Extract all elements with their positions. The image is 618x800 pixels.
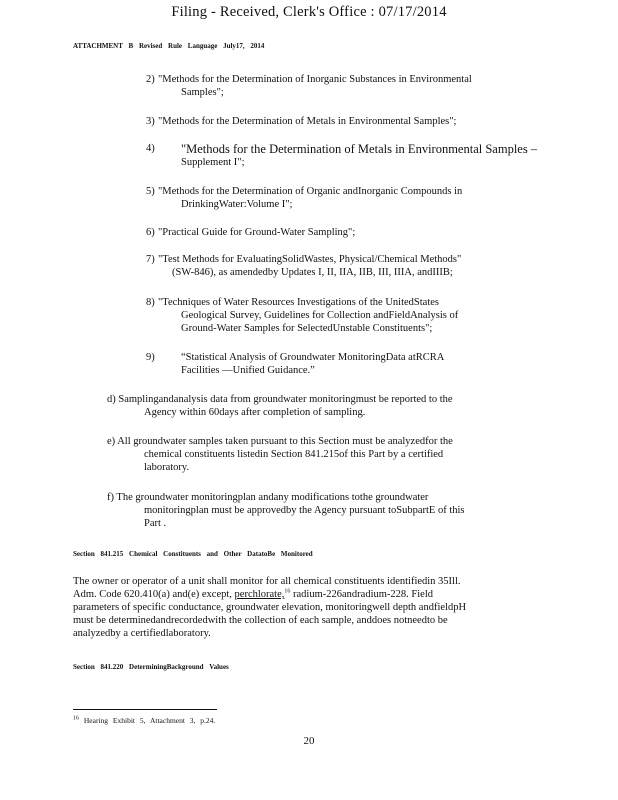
list-item-line: "Test Methods for EvaluatingSolidWastes, Physical/Chemical Methods" xyxy=(158,254,462,265)
list-item-line: "Techniques of Water Resources Investigations of the UnitedStates xyxy=(158,297,439,308)
list-item-number: 5) xyxy=(146,186,155,197)
list-item xyxy=(146,253,511,279)
list-item-line: (SW-846), as amendedby Updates I, II, IIA, IIB, III, IIIA, andIIIB; xyxy=(172,267,453,278)
section-215-heading: Section 841.215 Chemical Constituents and Other DatatoBe Monitored xyxy=(73,550,313,558)
footnote-reference: 16 xyxy=(284,588,291,595)
list-item-line: "Methods for the Determination of Inorganic Substances in Environmental xyxy=(158,74,472,85)
list-item-line: “Statistical Analysis of Groundwater MonitoringData atRCRA xyxy=(181,352,445,363)
list-item-number: 2) xyxy=(146,74,155,85)
footnote-marker: 16 xyxy=(73,715,79,722)
section-220-heading: Section 841.220 DeterminingBackground Values xyxy=(73,663,229,671)
list-item xyxy=(146,226,511,239)
paragraph-line: laboratory. xyxy=(144,462,190,473)
list-item xyxy=(146,115,511,128)
paragraph-f xyxy=(107,491,517,530)
body-line: analyzedby a certifiedlaboratory. xyxy=(73,628,211,639)
paragraph-line: e) All groundwater samples taken pursuant to this Section must be analyzedfor the xyxy=(107,436,453,447)
list-item-line: DrinkingWater:Volume I"; xyxy=(181,199,293,210)
footnote xyxy=(73,714,215,727)
body-line: must be determinedandrecordedwith the collection of each sample, anddoes notneedto be xyxy=(73,615,448,626)
page-number: 20 xyxy=(303,735,315,747)
paragraph-line: d) Samplingandanalysis data from groundwater monitoringmust be reported to the xyxy=(107,394,453,405)
footnote-text: Hearing Exhibit 5, Attachment 3, p.24. xyxy=(83,716,216,725)
paragraph-e xyxy=(107,435,517,474)
body-text: radium-226andradium-228. Field xyxy=(290,589,433,600)
paragraph-line: Agency within 60days after completion of sampling. xyxy=(144,407,366,418)
list-item-line: Samples"; xyxy=(181,87,224,98)
list-item-line: Supplement I"; xyxy=(181,157,245,168)
perchlorate-underlined: perchlorate, xyxy=(234,589,285,600)
list-item xyxy=(146,185,511,211)
list-item xyxy=(146,296,511,335)
body-text: Adm. Code 620.410(a) and(e) except, xyxy=(73,589,235,600)
list-item-line: "Methods for the Determination of Metals in Environmental Samples"; xyxy=(158,116,457,127)
list-item-number: 8) xyxy=(146,297,155,308)
body-line xyxy=(73,588,513,601)
filing-header: Filing - Received, Clerk's Office : 07/17/2014 xyxy=(171,4,447,20)
list-item-number: 3) xyxy=(146,116,155,127)
body-line: parameters of specific conductance, groundwater elevation, monitoringwell depth andfieldpH xyxy=(73,602,467,613)
footnote-rule xyxy=(73,709,217,710)
paragraph-line: f) The groundwater monitoringplan andany modifications tothe groundwater xyxy=(107,492,429,503)
paragraph-d xyxy=(107,393,517,419)
list-item xyxy=(146,73,511,99)
list-item-line: "Methods for the Determination of Organic andInorganic Compounds in xyxy=(158,186,463,197)
paragraph-line: monitoringplan must be approvedby the Agency pursuant toSubpartE of this xyxy=(144,505,465,516)
body-line: The owner or operator of a unit shall monitor for all chemical constituents identifiedin 35Ill. xyxy=(73,576,461,587)
section-215-body xyxy=(73,575,513,640)
list-item-number: 6) xyxy=(146,227,155,238)
list-item-line: Facilities —Unified Guidance.” xyxy=(181,365,315,376)
list-item-number: 7) xyxy=(146,254,155,265)
list-item-line: "Practical Guide for Ground-Water Sampling"; xyxy=(158,227,356,238)
list-item-number: 4) xyxy=(146,143,155,154)
paragraph-line: chemical constituents listedin Section 841.215of this Part by a certified xyxy=(144,449,444,460)
list-item-line: Geological Survey, Guidelines for Collection andFieldAnalysis of xyxy=(181,310,459,321)
attachment-line: ATTACHMENT B Revised Rule Language July17, 2014 xyxy=(73,42,265,50)
list-item-line: Ground-Water Samples for SelectedUnstable Constituents"; xyxy=(181,323,433,334)
list-item xyxy=(146,351,511,377)
list-item-line: "Methods for the Determination of Metals in Environmental Samples – xyxy=(181,142,538,156)
list-item xyxy=(146,142,538,169)
paragraph-line: Part . xyxy=(144,518,167,529)
list-item-number: 9) xyxy=(146,352,155,363)
